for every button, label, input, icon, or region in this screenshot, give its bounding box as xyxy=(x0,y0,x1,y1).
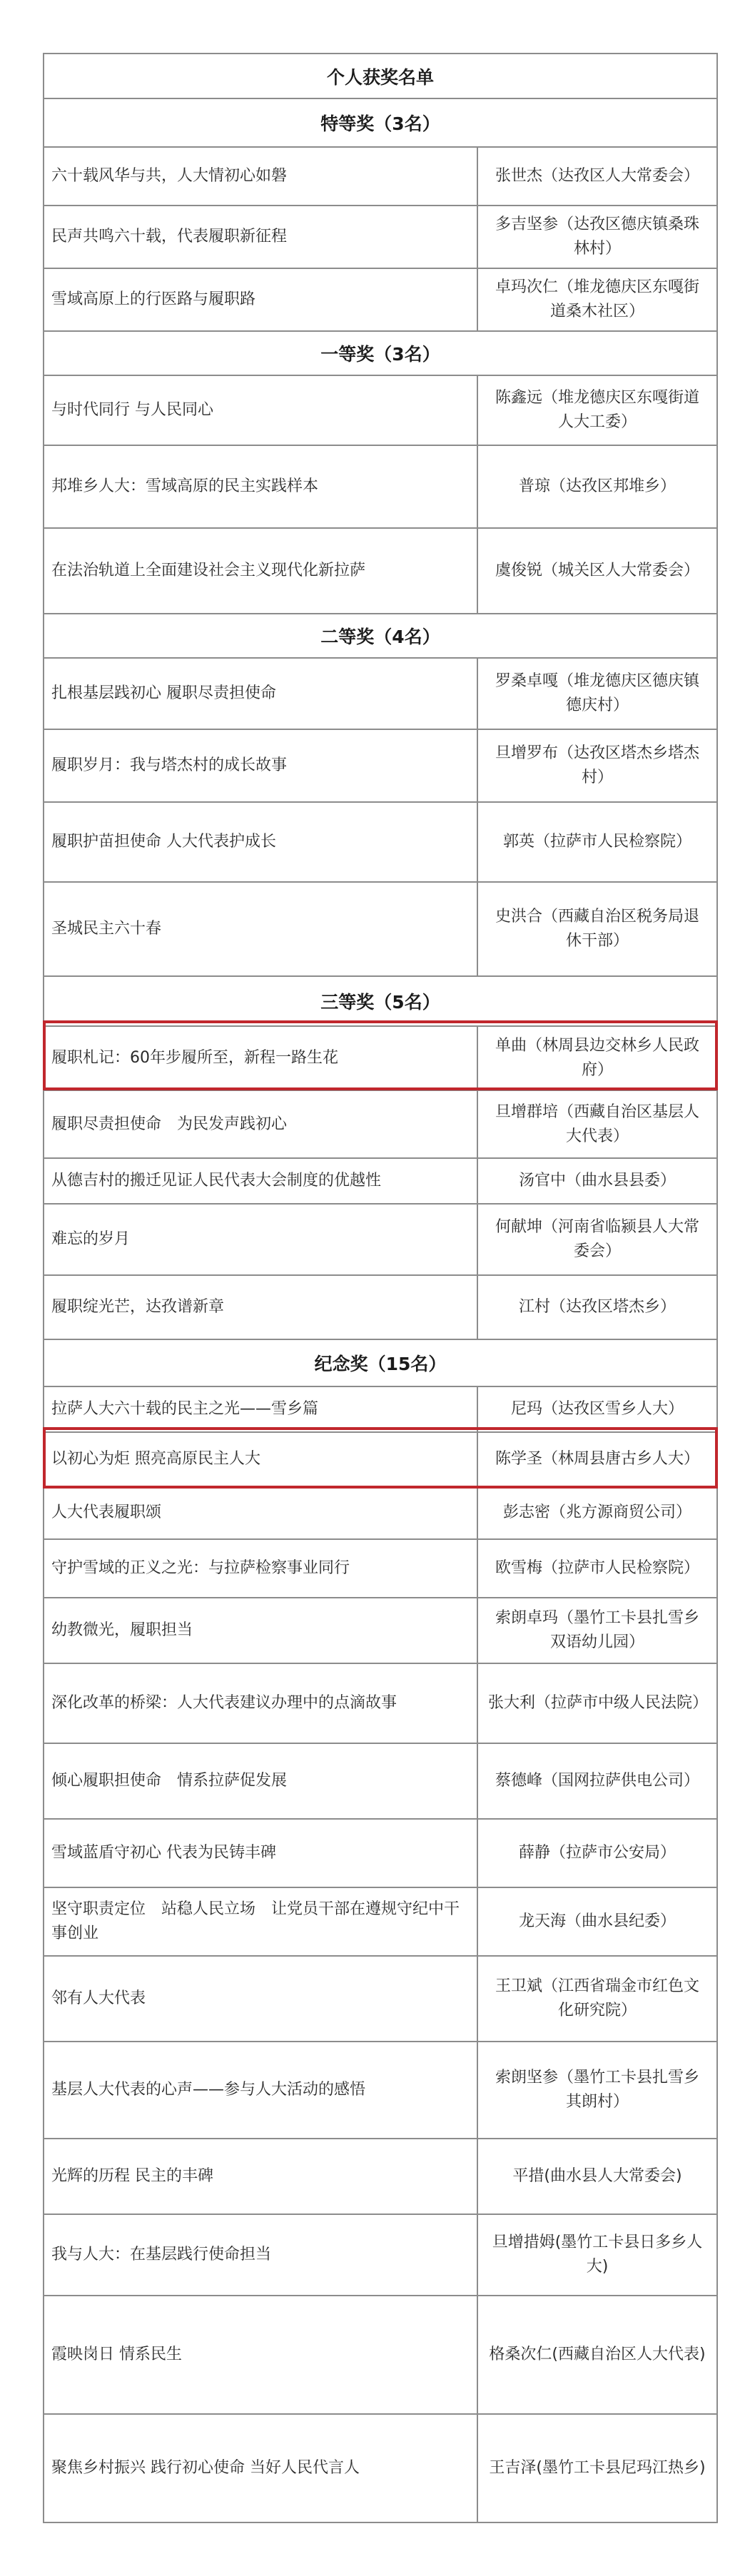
work-title: 难忘的岁月 xyxy=(44,1205,478,1274)
author: 卓玛次仁（堆龙德庆区东嘎街道桑木社区） xyxy=(495,278,699,320)
table-row xyxy=(44,1203,716,1274)
table-row xyxy=(44,2041,716,2138)
table-row xyxy=(44,527,716,613)
table-row xyxy=(44,146,716,205)
author: 单曲（林周县边交林乡人民政府） xyxy=(495,1037,699,1079)
work-title: 与时代同行 与人民同心 xyxy=(44,376,478,445)
table-row xyxy=(44,1887,716,1955)
section-heading-text: 特等奖（3名） xyxy=(320,113,440,134)
table-row xyxy=(44,1955,716,2041)
author: 多吉坚参（达孜区德庆镇桑珠林村） xyxy=(495,215,699,258)
table-row xyxy=(44,657,716,729)
work-title: 深化改革的桥梁：人大代表建议办理中的点滴故事 xyxy=(44,1664,478,1743)
table-row xyxy=(44,729,716,801)
work-title: 基层人大代表的心声——参与人大活动的感悟 xyxy=(44,2042,478,2138)
work-title: 六十载风华与共，人大情初心如磐 xyxy=(44,148,478,205)
author: 汤官中（曲水县县委） xyxy=(518,1172,676,1190)
author: 普琼（达孜区邦堆乡） xyxy=(518,477,676,495)
work-title: 幼教微光，履职担当 xyxy=(44,1598,478,1663)
author: 王吉泽(墨竹工卡县尼玛江热乡) xyxy=(489,2459,706,2477)
section-heading-text: 三等奖（5名） xyxy=(320,992,440,1013)
table-row xyxy=(44,1157,716,1203)
table-row xyxy=(44,1431,716,1486)
work-title: 以初心为炬 照亮高原民主人大 xyxy=(44,1433,478,1486)
table-row xyxy=(44,2214,716,2295)
author: 旦增群培（西藏自治区基层人大代表） xyxy=(495,1102,699,1145)
work-title: 我与人大：在基层践行使命担当 xyxy=(44,2215,478,2295)
table-row xyxy=(44,1743,716,1818)
table-row xyxy=(44,445,716,527)
table-row xyxy=(44,2138,716,2214)
work-title: 雪域高原上的行医路与履职路 xyxy=(44,269,478,330)
table-row xyxy=(44,2413,716,2522)
author: 江村（达孜区塔杰乡） xyxy=(518,1298,676,1316)
author: 欧雪梅（拉萨市人民检察院） xyxy=(495,1559,699,1577)
author: 张大利（拉萨市中级人民法院） xyxy=(488,1694,709,1712)
author: 索朗卓玛（墨竹工卡县扎雪乡双语幼儿园） xyxy=(495,1609,699,1651)
author: 彭志密（兆方源商贸公司） xyxy=(502,1503,691,1521)
table-row xyxy=(44,1025,716,1090)
section-heading-memorial xyxy=(44,1339,716,1386)
work-title: 履职尽责担使命 为民发声践初心 xyxy=(44,1091,478,1157)
author: 张世杰（达孜区人大常委会） xyxy=(495,167,699,185)
table-row xyxy=(44,1090,716,1157)
author: 平措(曲水县人大常委会) xyxy=(512,2167,682,2185)
author: 格桑次仁(西藏自治区人大代表) xyxy=(489,2346,706,2363)
table-row xyxy=(44,1818,716,1887)
author: 索朗坚参（墨竹工卡县扎雪乡其朗村） xyxy=(495,2069,699,2111)
author: 龙天海（曲水县纪委） xyxy=(518,1912,676,1930)
author: 蔡德峰（国网拉萨供电公司） xyxy=(495,1772,699,1790)
section-heading-first xyxy=(44,330,716,375)
work-title: 守护雪域的正义之光：与拉萨检察事业同行 xyxy=(44,1540,478,1597)
work-title: 履职岁月：我与塔杰村的成长故事 xyxy=(44,730,478,801)
work-title: 在法治轨道上全面建设社会主义现代化新拉萨 xyxy=(44,529,478,613)
author: 陈鑫远（堆龙德庆区东嘎街道人大工委） xyxy=(495,389,699,431)
author: 旦增措姆(墨竹工卡县日多乡人大) xyxy=(492,2233,703,2276)
table-row xyxy=(44,1663,716,1743)
author: 尼玛（达孜区雪乡人大） xyxy=(510,1400,684,1418)
author: 郭英（拉萨市人民检察院） xyxy=(502,833,691,851)
work-title: 雪域蓝盾守初心 代表为民铸丰碑 xyxy=(44,1820,478,1887)
work-title: 扎根基层践初心 履职尽责担使命 xyxy=(44,659,478,729)
author: 何献坤（河南省临颍县人大常委会） xyxy=(495,1218,699,1260)
work-title: 履职护苗担使命 人大代表护成长 xyxy=(44,803,478,881)
table-row xyxy=(44,1486,716,1538)
table-row xyxy=(44,268,716,330)
work-title: 倾心履职担使命 情系拉萨促发展 xyxy=(44,1744,478,1818)
award-list-table xyxy=(43,53,718,2523)
work-title: 霞映岗日 情系民生 xyxy=(44,2296,478,2413)
author: 罗桑卓嘎（堆龙德庆区德庆镇德庆村） xyxy=(495,672,699,714)
work-title: 从德吉村的搬迁见证人民代表大会制度的优越性 xyxy=(44,1159,478,1203)
work-title: 邻有人大代表 xyxy=(44,1957,478,2041)
author: 虞俊锐（城关区人大常委会） xyxy=(495,562,699,579)
work-title: 邦堆乡人大：雪域高原的民主实践样本 xyxy=(44,446,478,527)
table-title-text: 个人获奖名单 xyxy=(326,66,434,88)
table-row xyxy=(44,881,716,975)
table-row xyxy=(44,801,716,881)
work-title: 拉萨人大六十载的民主之光——雪乡篇 xyxy=(44,1387,478,1431)
work-title: 人大代表履职颂 xyxy=(44,1487,478,1538)
table-row xyxy=(44,2295,716,2413)
work-title: 民声共鸣六十载，代表履职新征程 xyxy=(44,206,478,268)
section-heading-third xyxy=(44,975,716,1025)
work-title: 聚焦乡村振兴 践行初心使命 当好人民代言人 xyxy=(44,2415,478,2522)
author: 薛静（拉萨市公安局） xyxy=(518,1844,676,1862)
section-heading-second xyxy=(44,613,716,657)
table-row xyxy=(44,1274,716,1339)
author: 陈学圣（林周县唐古乡人大） xyxy=(495,1450,699,1468)
work-title: 履职札记：60年步履所至，新程一路生花 xyxy=(44,1027,478,1090)
table-title xyxy=(44,54,716,98)
table-row xyxy=(44,375,716,445)
section-heading-text: 一等奖（3名） xyxy=(320,344,440,365)
section-heading-text: 纪念奖（15名） xyxy=(314,1354,447,1374)
work-title: 坚守职责定位 站稳人民立场 让党员干部在遵规守纪中干事创业 xyxy=(44,1888,478,1955)
work-title: 光辉的历程 民主的丰碑 xyxy=(44,2139,478,2214)
table-row xyxy=(44,1538,716,1597)
author: 王卫斌（江西省瑞金市红色文化研究院） xyxy=(495,1977,699,2019)
author: 旦增罗布（达孜区塔杰乡塔杰村） xyxy=(495,744,699,786)
section-heading-special xyxy=(44,98,716,146)
table-row xyxy=(44,1386,716,1431)
table-row xyxy=(44,1597,716,1663)
work-title: 圣城民主六十春 xyxy=(44,883,478,975)
section-heading-text: 二等奖（4名） xyxy=(320,627,440,647)
table-row xyxy=(44,205,716,268)
author: 史洪合（西藏自治区税务局退休干部） xyxy=(495,908,699,950)
work-title: 履职绽光芒，达孜谱新章 xyxy=(44,1276,478,1339)
